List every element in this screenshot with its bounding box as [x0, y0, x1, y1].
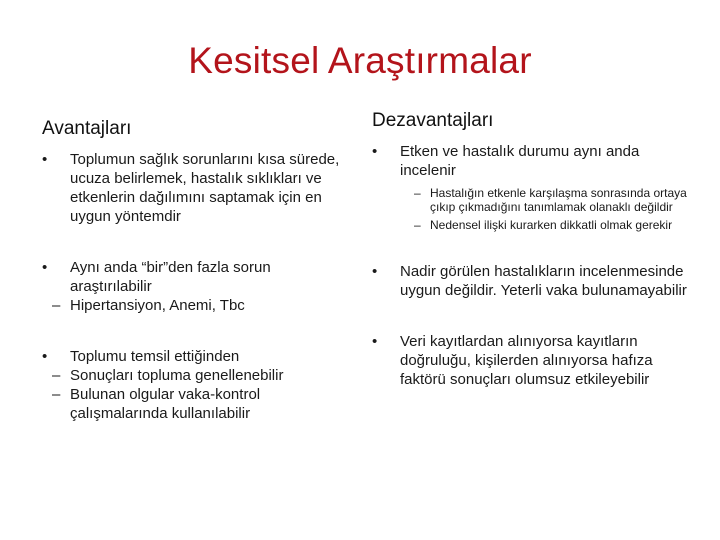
advantages-column — [42, 118, 342, 423]
advantage-subitem-text: Sonuçları topluma genellenebilir — [70, 367, 284, 384]
advantage-subitem — [42, 366, 342, 385]
disadvantages-column — [372, 110, 692, 389]
disadvantage-item: • Veri kayıtlardan alınıyorsa kayıtların doğruluğu, kişilerden alınıyorsa hafıza faktörü sonuçları olumsuz etkileyebilir — [372, 332, 692, 389]
dash-marker: – — [52, 386, 61, 403]
advantage-subitem — [42, 385, 342, 423]
advantages-heading: Avantajları — [42, 118, 132, 139]
advantage-item: • Toplumun sağlık sorunlarını kısa sürede, ucuza belirlemek, hastalık sıklıkları ve etkenlerin dağılımını saptamak için en uygun yöntemdir — [42, 150, 342, 226]
dash-marker: – — [52, 297, 61, 314]
disadvantages-heading: Dezavantajları — [372, 110, 494, 131]
dash-marker: – — [52, 367, 61, 384]
advantage-subitem-text: Bulunan olgular vaka-kontrol çalışmalarında kullanılabilir — [70, 386, 261, 422]
disadvantage-subitem-text: Nedensel ilişki kurarken dikkatli olmak gerekir — [430, 218, 673, 232]
advantage-item: • Toplumu temsil ettiğinden — [42, 347, 342, 366]
advantage-subitem — [42, 296, 342, 315]
dash-marker: – — [414, 186, 421, 200]
dash-marker: – — [414, 218, 421, 232]
disadvantage-subitem-text: Hastalığın etkenle karşılaşma sonrasında ortaya çıkıp çıkmadığını tanımlamak olanaklı değildir — [430, 186, 687, 214]
slide-title: Kesitsel Araştırmalar — [188, 40, 532, 81]
disadvantage-item: • Etken ve hastalık durumu aynı anda incelenir — [372, 142, 692, 180]
disadvantage-subitem — [372, 186, 692, 214]
advantage-subitem-text: Hipertansiyon, Anemi, Tbc — [70, 297, 245, 314]
disadvantage-item: • Nadir görülen hastalıkların incelenmesinde uygun değildir. Yeterli vaka bulunamayabilir — [372, 262, 692, 300]
disadvantage-subitem — [372, 218, 692, 232]
advantage-item: • Aynı anda “bir”den fazla sorun araştırılabilir — [42, 258, 342, 296]
